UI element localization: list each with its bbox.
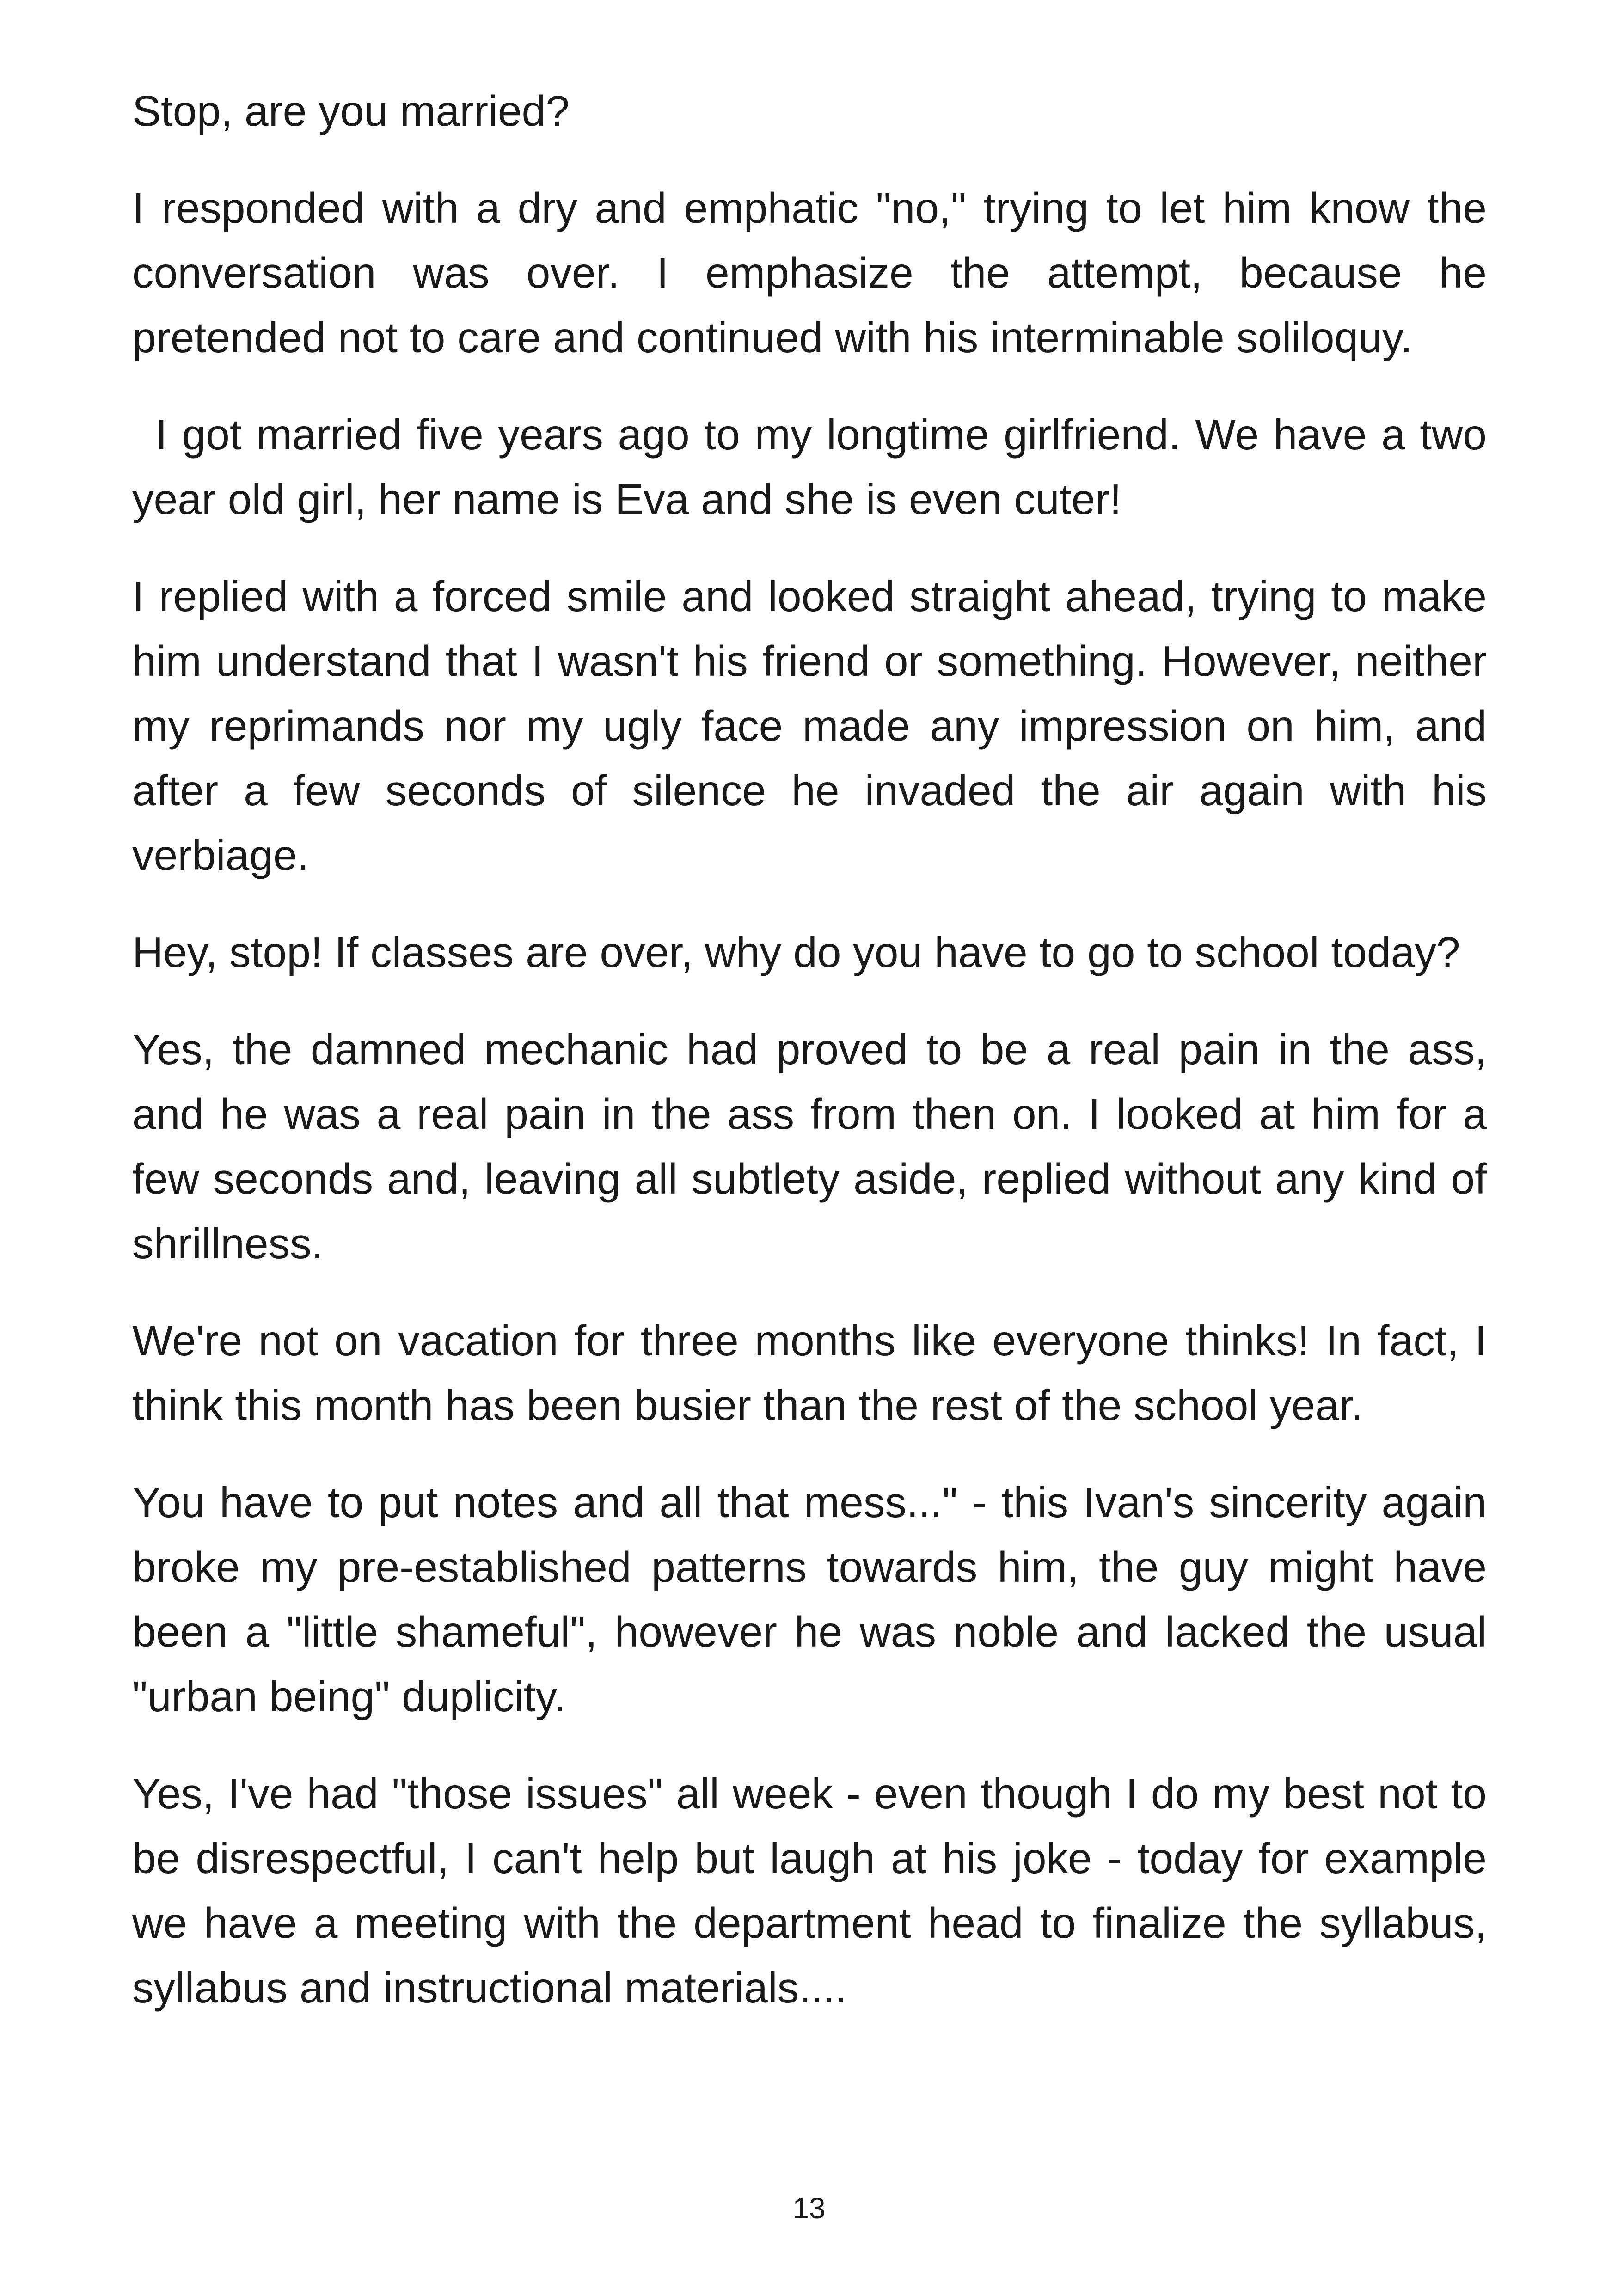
paragraph: I responded with a dry and emphatic "no," trying to let him know the conversation was over. I emphasize the attempt, because he pretended not to care and continued with his interminable soliloquy. [132,184,1487,361]
body-text [132,79,1487,2052]
paragraph: Yes, the damned mechanic had proved to be a real pain in the ass, and he was a real pain in the ass from then on. I looked at him for a few seconds and, leaving all subtlety aside, replied without any kind of shrillness. [132,1025,1487,1267]
paragraph: I replied with a forced smile and looked straight ahead, trying to make him understand that I wasn't his friend or something. However, neither my reprimands nor my ugly face made any impression on him, and after a few seconds of silence he invaded the air again with his verbiage. [132,572,1487,879]
paragraph: Hey, stop! If classes are over, why do you have to go to school today? [132,928,1460,976]
paragraph: Yes, I've had "those issues" all week - even though I do my best not to be disrespectful, I can't help but laugh at his joke - today for example we have a meeting with the department head to finalize the syllabus, syllabus and instructional materials.... [132,1769,1487,2012]
paragraph: I got married five years ago to my longtime girlfriend. We have a two year old girl, her name is Eva and she is even cuter! [132,410,1487,523]
paragraph: We're not on vacation for three months like everyone thinks! In fact, I think this month has been busier than the rest of the school year. [132,1316,1487,1429]
paragraph: You have to put notes and all that mess..." - this Ivan's sincerity again broke my pre-established patterns towards him, the guy might have been a "little shameful", however he was noble and lacked the usual "urban being" duplicity. [132,1478,1487,1720]
page-number: 13 [792,2192,826,2225]
paragraph: Stop, are you married? [132,87,570,135]
